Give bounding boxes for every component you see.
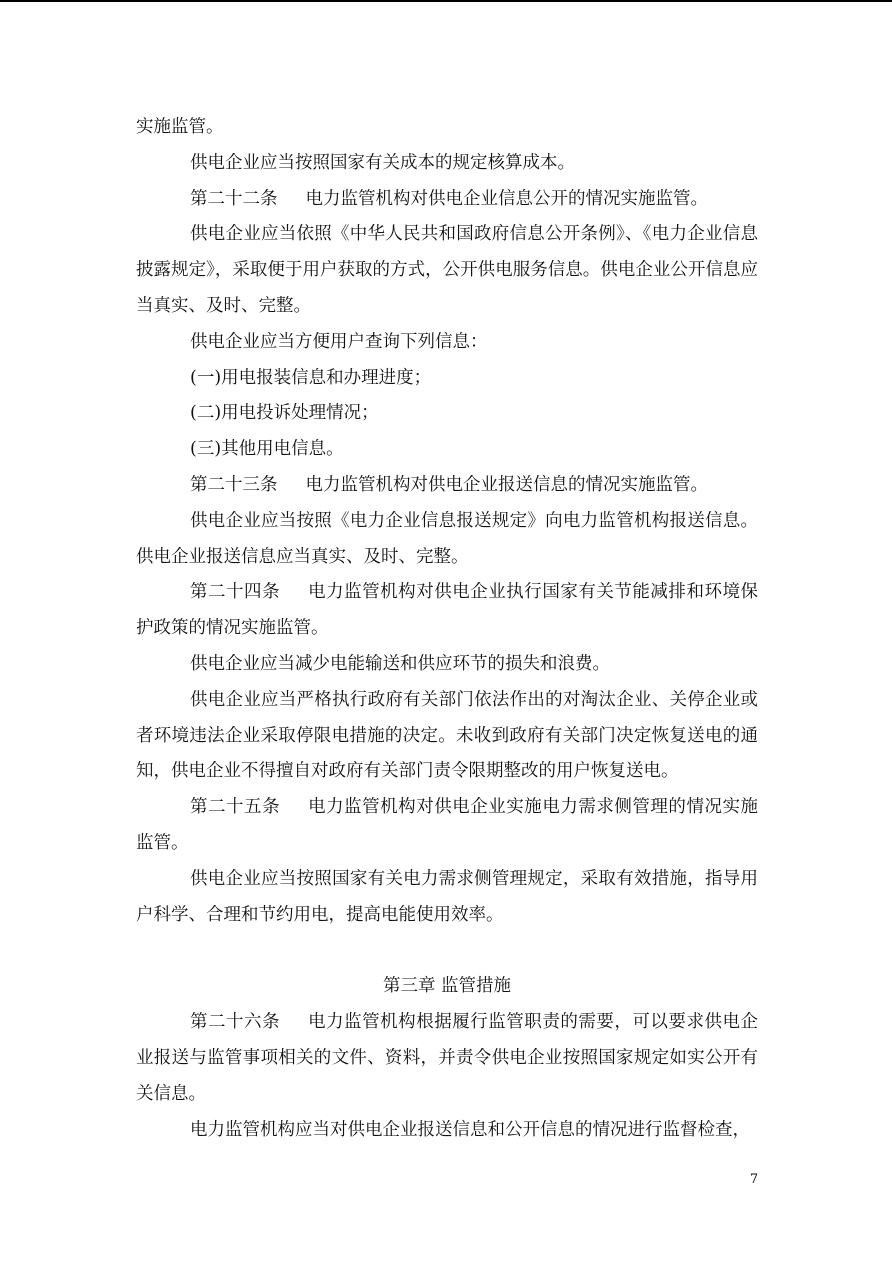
paragraph-text: 电力监管机构对供电企业执行国家有关节能减排和环境保护政策的情况实施监管。 [136, 582, 759, 639]
body-paragraph [136, 504, 758, 576]
paragraph-text: 供电企业应当减少电能输送和供应环节的损失和浪费。 [190, 653, 610, 674]
article-number: 第二十四条 [190, 582, 281, 603]
paragraph-text: 电力监管机构根据履行监管职责的需要，可以要求供电企业报送与监管事项相关的文件、资料，并责令供电企业按照国家规定如实公开有关信息。 [136, 1012, 759, 1104]
body-paragraph [136, 146, 758, 182]
paragraph-text: 供电企业应当按照国家有关成本的规定核算成本。 [190, 152, 575, 173]
page-number: 7 [749, 1172, 759, 1187]
article-number: 第二十三条 [190, 474, 278, 495]
body-paragraph [136, 432, 758, 468]
chapter-spacer [136, 933, 758, 969]
paragraph-text: (二)用电投诉处理情况； [190, 403, 379, 424]
body-paragraph [136, 862, 758, 934]
body-paragraph [136, 1113, 758, 1149]
body-paragraph [136, 361, 758, 397]
body-paragraph [136, 110, 758, 146]
top-border-line [0, 0, 892, 2]
article-number: 第二十六条 [190, 1012, 281, 1033]
body-paragraph [136, 217, 758, 324]
article-paragraph [136, 182, 758, 218]
article-number: 第二十二条 [190, 188, 278, 209]
body-paragraph [136, 683, 758, 790]
paragraph-text: 供电企业应当方便用户查询下列信息： [190, 331, 488, 352]
section-after-chapter [136, 1005, 758, 1148]
paragraph-text: (三)其他用电信息。 [190, 439, 344, 460]
chapter-heading: 第三章 监管措施 [382, 976, 512, 997]
article-paragraph [136, 1005, 758, 1112]
article-paragraph [136, 575, 758, 647]
body-paragraph [136, 396, 758, 432]
article-paragraph [136, 468, 758, 504]
paragraph-text: 电力监管机构对供电企业信息公开的情况实施监管。 [305, 188, 708, 209]
paragraph-text: 电力监管机构应当对供电企业报送信息和公开信息的情况进行监督检查， [190, 1119, 750, 1140]
body-paragraph [136, 647, 758, 683]
article-paragraph [136, 790, 758, 862]
body-paragraph [136, 325, 758, 361]
paragraph-text: 供电企业应当按照《电力企业信息报送规定》向电力监管机构报送信息。供电企业报送信息应当真实、及时、完整。 [136, 510, 758, 567]
paragraph-text: 供电企业应当严格执行政府有关部门依法作出的对淘汰企业、关停企业或者环境违法企业采取停限电措施的决定。未收到政府有关部门决定恢复送电的通知，供电企业不得擅自对政府有关部门责令限期整改的用户恢复送电。 [136, 689, 758, 782]
paragraph-text: 供电企业应当依照《中华人民共和国政府信息公开条例》、《电力企业信息披露规定》，采取便于用户获取的方式，公开供电服务信息。供电企业公开信息应当真实、及时、完整。 [136, 224, 758, 316]
document-page [136, 110, 758, 1148]
paragraph-text: 实施监管。 [136, 117, 224, 137]
paragraph-text: 电力监管机构对供电企业报送信息的情况实施监管。 [305, 474, 708, 495]
paragraph-text: 供电企业应当按照国家有关电力需求侧管理规定，采取有效措施，指导用户科学、合理和节约用电，提高电能使用效率。 [136, 868, 758, 925]
paragraph-text: (一)用电报装信息和办理进度； [190, 367, 432, 388]
article-number: 第二十五条 [190, 797, 281, 818]
section-before-chapter [136, 110, 758, 933]
paragraph-text: 电力监管机构对供电企业实施电力需求侧管理的情况实施监管。 [136, 797, 759, 853]
